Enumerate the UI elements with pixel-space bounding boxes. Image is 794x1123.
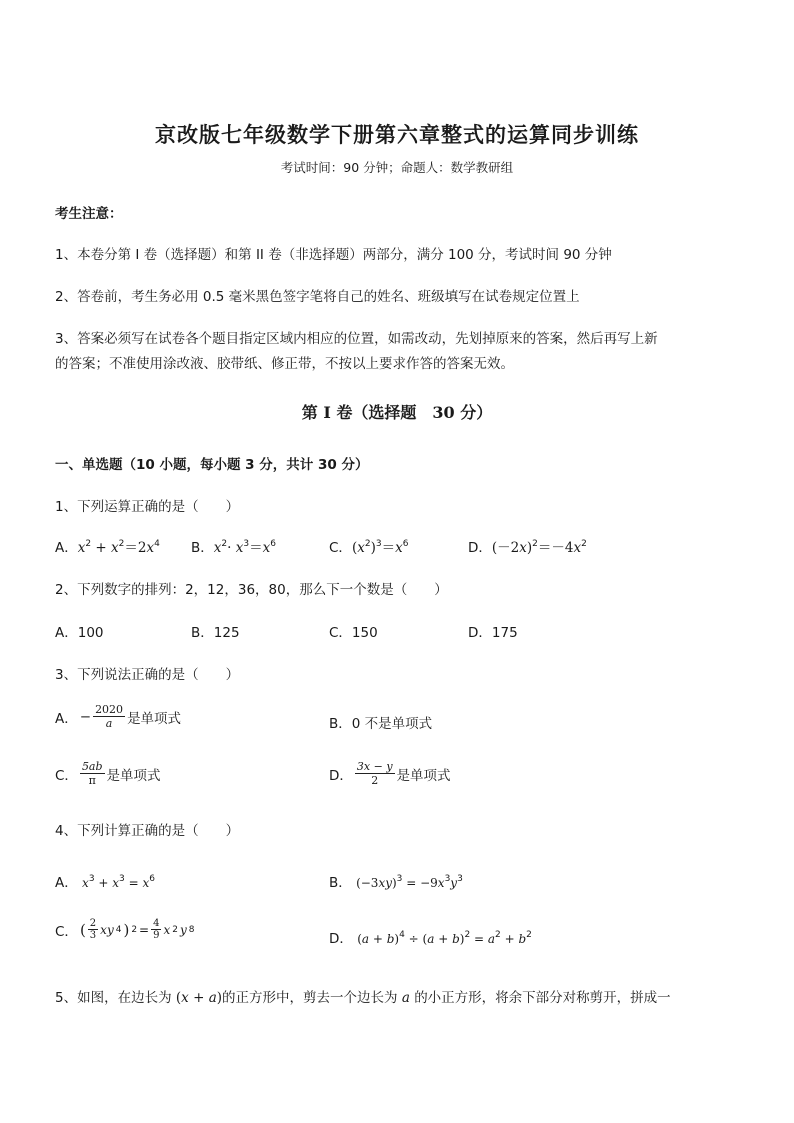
q1-option-a[interactable]: A．$x^2 + x^2=2x^4$ — [55, 539, 160, 556]
q5-stem: 5、如图，在边长为 (x + a)的正方形中，剪去一个边长为 a 的小正方形，将余下部分对称剪开，拼成一 — [55, 990, 671, 1006]
q4-option-b[interactable]: B． $(-3xy)^3 = -9x^3y^3$ — [329, 874, 463, 891]
q2-option-a[interactable]: A．100 — [55, 625, 104, 641]
notice-item-1: 1、本卷分第 I 卷（选择题）和第 II 卷（非选择题）两部分，满分 100 分，考试时间 90 分钟 — [55, 247, 612, 263]
q4-option-a[interactable]: A． $x^3 + x^3 = x^6$ — [55, 874, 155, 891]
section-title: 第 I 卷（选择题 30 分） — [301, 403, 493, 422]
q4-option-c[interactable]: C． ( $\frac{2}{3}$ xy 4 ) 2 = $\frac{4}{9}$ x 2 y 8 — [55, 918, 195, 941]
q1-stem: 1、下列运算正确的是（ ） — [55, 499, 240, 515]
fraction: $\frac{2020}{a}$ — [95, 703, 124, 730]
option-label: D． — [329, 767, 353, 784]
q3-stem: 3、下列说法正确的是（ ） — [55, 667, 240, 683]
q3-option-a[interactable]: A． − $\frac{2020}{a}$ 是单项式 — [55, 703, 182, 730]
exam-info: 考试时间：90 分钟；命题人：数学教研组 — [280, 160, 514, 175]
fraction: $\frac{5ab}{\pi}$ — [81, 760, 103, 787]
q1-option-c[interactable]: C．$(x^2)^3=x^6$ — [329, 539, 409, 556]
q1-option-d[interactable]: D．$(-2x)^2=-4x^2$ — [468, 539, 587, 556]
notice-heading: 考生注意： — [55, 206, 123, 222]
q2-option-b[interactable]: B．125 — [191, 625, 240, 641]
option-label: C． — [329, 540, 352, 556]
q2-option-c[interactable]: C．150 — [329, 625, 378, 641]
part-one-heading: 一、单选题（10 小题，每小题 3 分，共计 30 分） — [55, 457, 369, 473]
q3-option-d[interactable]: D． $\frac{3x - y}{2}$ 是单项式 — [329, 760, 451, 787]
q2-stem: 2、下列数字的排列：2，12，36，80，那么下一个数是（ ） — [55, 582, 448, 598]
option-label: B． — [329, 875, 352, 891]
q1-option-b[interactable]: B．$x^2\cdot x^3=x^6$ — [191, 539, 276, 556]
option-label: A． — [55, 875, 78, 891]
option-label: A． — [55, 710, 78, 727]
option-label: A． — [55, 540, 78, 556]
q4-option-d[interactable]: D． $(a + b)^4 \div (a + b)^2 = a^2 + b^2$ — [329, 930, 532, 947]
q2-option-d[interactable]: D．175 — [468, 625, 518, 641]
q4-stem: 4、下列计算正确的是（ ） — [55, 823, 240, 839]
option-label: B． — [191, 540, 214, 556]
q3-option-c[interactable]: C． $\frac{5ab}{\pi}$ 是单项式 — [55, 760, 161, 787]
option-label: D． — [468, 540, 492, 556]
notice-item-3-cont: 的答案；不准使用涂改液、胶带纸、修正带，不按以上要求作答的答案无效。 — [55, 356, 514, 372]
option-label: C． — [55, 767, 78, 784]
option-label: C． — [55, 923, 78, 940]
option-label: D． — [329, 931, 353, 947]
page-title: 京改版七年级数学下册第六章整式的运算同步训练 — [155, 122, 639, 147]
notice-item-3: 3、答案必须写在试卷各个题目指定区域内相应的位置，如需改动，先划掉原来的答案，然后再写上新 — [55, 331, 658, 347]
fraction: $\frac{3x - y}{2}$ — [356, 760, 393, 787]
notice-item-2: 2、答卷前，考生务必用 0.5 毫米黑色签字笔将自己的姓名、班级填写在试卷规定位置上 — [55, 289, 580, 305]
q3-option-b[interactable]: B．0 不是单项式 — [329, 716, 433, 732]
